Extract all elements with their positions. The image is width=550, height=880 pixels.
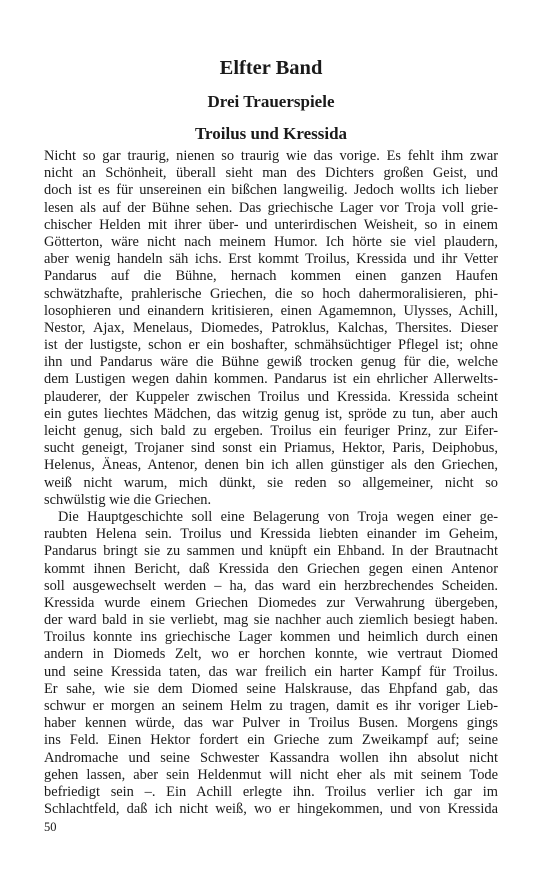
text-line: Troilus konnte ins griechische Lager kommen und heimlich durch einen	[44, 629, 498, 646]
text-line: sucht geneigt, Trojaner sind sonst ein Priamus, Hektor, Paris, Deiphobus,	[44, 440, 498, 457]
text-line: andern in Diomeds Zelt, wo er horchen konnte, wie vertraut Diomed	[44, 646, 498, 663]
text-line: ist der lustigste, schon er ein boshafter, schmähsüchtiger Pflegel ist; ohne	[44, 337, 498, 354]
text-line: gehen lassen, aber sein Heldenmut will nicht eher als mit seinem Tode	[44, 766, 498, 783]
text-line: ins Feld. Einen Hektor fordert ein Grieche zum Zweikampf auf; seine	[44, 732, 498, 749]
text-line: Die Hauptgeschichte soll eine Belagerung von Troja wegen einer ge-	[58, 508, 498, 525]
text-line: schwätzhafte, prahlerische Griechen, die so hoch dahermoralisieren, phi-	[44, 285, 498, 302]
text-line: Nicht so gar traurig, nienen so traurig wie das vorige. Es fehlt ihm zwar	[44, 148, 498, 164]
body-text	[44, 148, 498, 818]
text-line: und seine Kressida taten, das war freilich ein harter Kampf für Troilus.	[44, 663, 498, 680]
text-line: leicht genug, sich bald zu ergeben. Troilus ein feuriger Prinz, zur Eifer-	[44, 423, 498, 439]
text-line: haber kennen würde, das war Pulver in Troilus Busen. Morgens gings	[44, 715, 498, 732]
section-title: Drei Trauerspiele	[207, 92, 335, 111]
text-line: schwülstig wie die Griechen.	[44, 491, 212, 508]
text-line: ein gutes liechtes Mädchen, das witzig genug ist, spröde zu tun, aber auch	[44, 405, 498, 422]
text-line: Götterton, wäre nicht nach meinem Humor. Ich hörte sie viel plaudern,	[44, 233, 498, 250]
volume-title: Elfter Band	[219, 57, 323, 79]
text-line: Kressida wurde einem Griechen Diomedes zur Verwahrung übergeben,	[44, 594, 498, 611]
text-line: Andromache und seine Schwester Kassandra wollen ihn absolut nicht	[44, 749, 498, 766]
text-line: Nestor, Ajax, Menelaus, Diomedes, Patroklus, Kalchas, Thersites. Dieser	[44, 319, 498, 336]
text-line: weiß nicht warum, mich dünkt, sie reden so allgemeiner, nicht so	[44, 474, 498, 491]
text-line: ihn und Pandarus wäre die Bühne gewiß trocken genug für die, welche	[44, 354, 498, 371]
text-line: losophieren und einandern kritisieren, einen Agamemnon, Ulysses, Achill,	[44, 302, 498, 319]
text-line: kommt ihnen Bericht, daß Kressida den Griechen gegen einen Antenor	[44, 560, 498, 577]
text-line: doch ist es für unsereinen ein bißchen langweilig. Jedoch wollts ich lieber	[44, 182, 498, 199]
text-line: Pandarus auf die Bühne, hernach kommen einen ganzen Haufen	[44, 268, 498, 285]
text-line: chischer Helden mit ihrer über- und unterirdischen Weisheit, so in einem	[44, 216, 498, 233]
text-line: nicht an Schönheit, überall sieht man des Dichters großen Geist, und	[44, 165, 498, 182]
text-line: aber wenig handeln säh ichs. Erst kommt Troilus, Kressida und ihr Vetter	[44, 251, 498, 268]
text-line: Er sahe, wie sie dem Diomed seine Halskrause, das Ehpfand gab, das	[44, 680, 498, 697]
work-title: Troilus und Kressida	[194, 124, 348, 143]
page-number: 50	[44, 820, 57, 834]
text-line: plauderer, der Kuppeler zwischen Troilus und Kressida. Kressida scheint	[44, 388, 498, 405]
text-line: Helenus, Äneas, Antenor, denen bin ich allen günstiger als den Griechen,	[44, 457, 498, 474]
text-line: Schlachtfeld, daß ich nicht weiß, wo er hingekommen, und von Kressida	[44, 801, 498, 818]
book-page	[44, 0, 498, 880]
text-line: befriedigt sein –. Ein Achill erlegte ihn. Troilus verlier ich gar im	[44, 783, 498, 800]
text-line: der ward bald in sie verliebt, mag sie nachher auch ziemlich besiegt haben.	[44, 612, 498, 629]
text-line: soll ausgewechselt werden – ha, das ward ein herzbrechendes Scheiden.	[44, 577, 498, 594]
text-line: schwur er morgen an seinem Helm zu tragen, damit es ihr voriger Lieb-	[44, 698, 498, 714]
text-line: dem Lustigen wegen dahin kommen. Pandarus ist ein ehrlicher Allerwelts-	[44, 371, 498, 388]
text-line: Pandarus bringt sie zu sammen und knüpft ein Ehband. In der Brautnacht	[44, 543, 498, 560]
text-line: lesen als auf der Bühne sehen. Das griechische Lager vor Troja voll grie-	[44, 199, 498, 216]
text-line: raubten Helena sein. Troilus und Kressida liebten einander im Geheim,	[44, 526, 498, 543]
